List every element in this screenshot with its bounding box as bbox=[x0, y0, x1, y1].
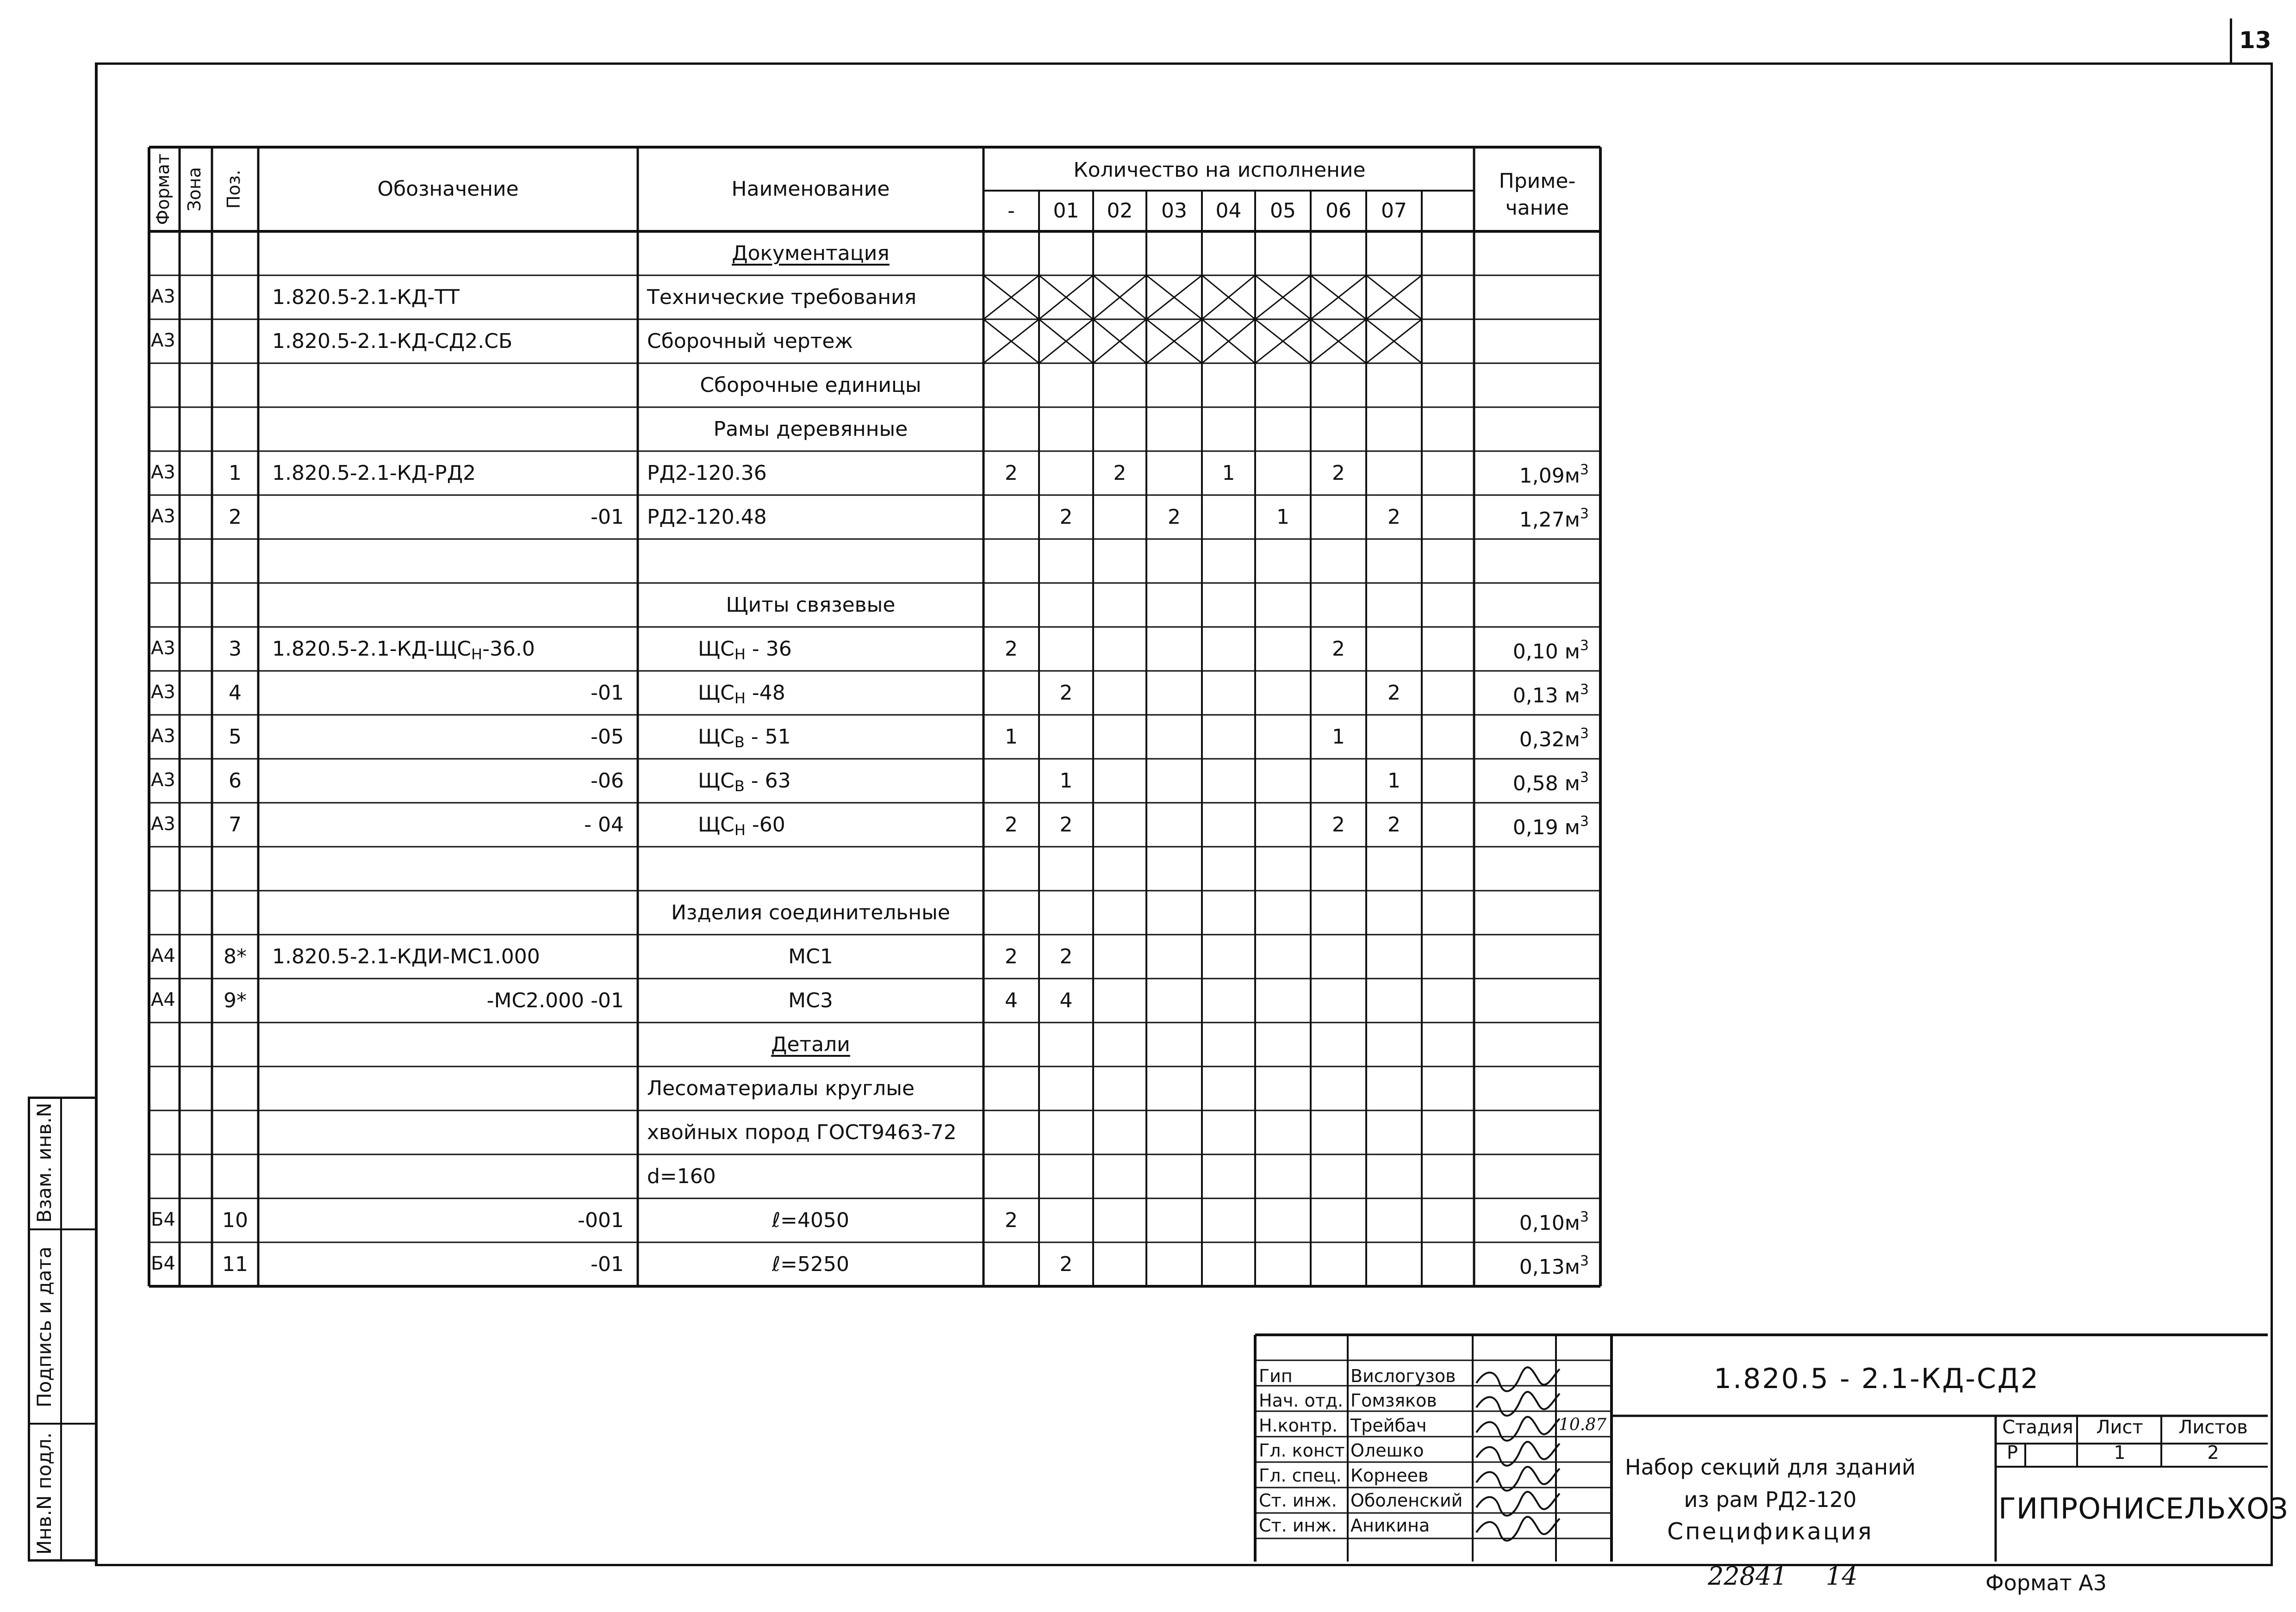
cell-note: 0,13 $м^3$ bbox=[1512, 682, 1589, 707]
cell-designation: -01 bbox=[591, 505, 624, 529]
title-person-name: Аникина bbox=[1350, 1515, 1430, 1536]
header-variant-2: 02 bbox=[1107, 199, 1133, 223]
cell-designation: 1.820.5-2.1-КД-ТТ bbox=[272, 285, 460, 309]
stage-label: Стадия bbox=[2002, 1417, 2073, 1438]
cell-name: $ЩС_Н$ -48 bbox=[698, 681, 785, 707]
archive-sheet: 14 bbox=[1826, 1562, 1858, 1591]
cell-qty-0: 2 bbox=[1005, 945, 1018, 968]
cell-name: $ЩС_В - 63$ bbox=[698, 769, 791, 795]
cell-qty-1: 2 bbox=[1059, 505, 1073, 529]
cell-designation: -МС2.000 -01 bbox=[486, 989, 624, 1012]
name-subscript: В bbox=[734, 777, 745, 795]
cell-name: ℓ=5250 bbox=[772, 1252, 850, 1276]
cell-qty-1: 2 bbox=[1059, 1252, 1073, 1276]
cell-pos: 8* bbox=[224, 945, 247, 968]
cell-name: РД2-120.48 bbox=[647, 505, 767, 529]
cell-note: $0,13м^3$ bbox=[1519, 1253, 1589, 1279]
cell-qty-6: 2 bbox=[1332, 461, 1345, 485]
cell-format: А3 bbox=[151, 330, 175, 351]
sheet-value: 1 bbox=[2114, 1442, 2126, 1463]
header-variant-4: 04 bbox=[1215, 199, 1242, 223]
header-variant-1: 01 bbox=[1053, 199, 1079, 223]
sheet-label: Лист bbox=[2096, 1417, 2143, 1438]
name-tail: - 51 bbox=[744, 725, 791, 749]
cell-format: А3 bbox=[151, 769, 175, 791]
cell-name: РД2-120.36 bbox=[647, 461, 767, 485]
cell-name: Документация bbox=[732, 242, 890, 265]
cell-designation: -01 bbox=[591, 681, 624, 705]
name-tail: - 63 bbox=[744, 769, 791, 793]
cell-qty-0: 2 bbox=[1005, 813, 1018, 837]
cell-note: $0,10м^3$ bbox=[1519, 1209, 1589, 1235]
note-superscript: 3 bbox=[1580, 813, 1589, 830]
cell-note: $1,09м^3$ bbox=[1519, 462, 1589, 488]
cell-name: МС1 bbox=[788, 945, 833, 968]
sheets-label: Листов bbox=[2178, 1417, 2248, 1438]
side-stamp-signature-date: Подпись и дата bbox=[33, 1246, 56, 1407]
note-superscript: 3 bbox=[1580, 1209, 1589, 1225]
sign-date: 10.87 bbox=[1559, 1415, 1607, 1434]
cell-name: Технические требования bbox=[647, 285, 917, 309]
cell-note: $1,27м^3$ bbox=[1519, 506, 1589, 532]
header-designation: Обозначение bbox=[377, 177, 519, 201]
cell-name: хвойных пород ГОСТ9463-72 bbox=[647, 1121, 957, 1144]
title-person-name: Вислогузов bbox=[1350, 1366, 1456, 1386]
signature-mark bbox=[1476, 1367, 1560, 1391]
cell-format: Б4 bbox=[151, 1209, 175, 1230]
cell-note: 0,19 $м^3$ bbox=[1512, 813, 1589, 839]
cell-note: $0,32м^3$ bbox=[1519, 725, 1589, 751]
cell-format: А3 bbox=[151, 638, 175, 659]
doc-code: 1.820.5 - 2.1-КД-СД2 bbox=[1714, 1363, 2040, 1395]
cell-qty-7: 1 bbox=[1388, 769, 1400, 793]
page-number: 13 bbox=[2239, 27, 2271, 54]
cell-pos: 1 bbox=[229, 461, 242, 485]
header-variant-5: 05 bbox=[1270, 199, 1296, 223]
note-superscript: 3 bbox=[1580, 725, 1589, 742]
archive-number: 22841 bbox=[1708, 1562, 1787, 1591]
cell-qty-0: 1 bbox=[1005, 725, 1018, 749]
cell-format: А3 bbox=[151, 682, 175, 703]
cell-qty-1: 2 bbox=[1059, 681, 1073, 705]
name-subscript: Н bbox=[734, 821, 746, 839]
header-pos: Поз. bbox=[224, 169, 244, 209]
signature-mark bbox=[1476, 1392, 1560, 1416]
name-tail: - 36 bbox=[745, 637, 792, 661]
cell-format: А3 bbox=[151, 462, 175, 483]
cell-name: Щиты связевые bbox=[726, 593, 896, 617]
cell-qty-1: 2 bbox=[1059, 813, 1073, 837]
cell-qty-3: 2 bbox=[1168, 505, 1181, 529]
name-subscript: В bbox=[734, 733, 745, 751]
cell-qty-0: 2 bbox=[1005, 1209, 1018, 1232]
cell-qty-2: 2 bbox=[1113, 461, 1126, 485]
title-person-name: Оболенский bbox=[1350, 1490, 1463, 1511]
cell-format: А4 bbox=[151, 945, 175, 967]
name-tail: -60 bbox=[745, 813, 785, 837]
cell-name: Сборочные единицы bbox=[700, 373, 921, 397]
cell-name: $ЩС_Н$ -60 bbox=[698, 813, 785, 839]
header-variant-7: 07 bbox=[1381, 199, 1407, 223]
cell-name: Рамы деревянные bbox=[713, 417, 908, 441]
designation-subscript: Н bbox=[471, 645, 483, 663]
cell-pos: 2 bbox=[229, 505, 242, 529]
cell-name: Изделия соединительные bbox=[671, 901, 950, 924]
note-superscript: 3 bbox=[1580, 769, 1589, 786]
cell-name: $ЩС_Н - 36$ bbox=[698, 637, 792, 663]
cell-format: А3 bbox=[151, 506, 175, 527]
cell-pos: 6 bbox=[229, 769, 242, 793]
cell-pos: 5 bbox=[229, 725, 242, 749]
cell-qty-4: 1 bbox=[1222, 461, 1235, 485]
cell-designation: 1.820.5-2.1-КДИ-МС1.000 bbox=[272, 945, 540, 968]
cell-qty-7: 2 bbox=[1388, 813, 1400, 837]
cell-format: А3 bbox=[151, 286, 175, 307]
title-role: Гл. конст. bbox=[1259, 1440, 1350, 1461]
header-variant-6: 06 bbox=[1325, 199, 1351, 223]
cell-qty-7: 2 bbox=[1388, 505, 1400, 529]
cell-qty-6: 2 bbox=[1332, 637, 1345, 661]
cell-name: d=160 bbox=[647, 1165, 716, 1188]
cell-pos: 3 bbox=[229, 637, 242, 661]
cell-qty-1: 2 bbox=[1059, 945, 1073, 968]
title-role: Нач. отд. bbox=[1259, 1390, 1344, 1411]
side-stamp-inv-no: Инв.N подл. bbox=[33, 1432, 56, 1555]
cell-qty-0: 2 bbox=[1005, 637, 1018, 661]
side-stamp-replacement-inv: Взам. инв.N bbox=[33, 1103, 56, 1223]
cell-pos: 9* bbox=[224, 989, 247, 1012]
note-superscript: 3 bbox=[1580, 682, 1589, 698]
stage-value: Р bbox=[2006, 1442, 2018, 1463]
header-zone: Зона bbox=[184, 167, 205, 211]
cell-designation: -01 bbox=[591, 1252, 624, 1276]
title-role: Н.контр. bbox=[1259, 1415, 1338, 1436]
cell-note: 0,58 $м^3$ bbox=[1512, 769, 1589, 795]
cell-format: Б4 bbox=[151, 1253, 175, 1274]
cell-name: Лесоматериалы круглые bbox=[647, 1077, 915, 1100]
cell-name: $ЩС_В - 51$ bbox=[698, 725, 791, 751]
cell-pos: 10 bbox=[222, 1209, 248, 1232]
note-superscript: 3 bbox=[1580, 462, 1589, 478]
cell-designation: -001 bbox=[578, 1209, 624, 1232]
signature-mark bbox=[1476, 1492, 1560, 1516]
cell-designation: $1.820.5-2.1-КД-ЩС_Н-36.0$ bbox=[272, 637, 535, 663]
cell-pos: 11 bbox=[222, 1252, 248, 1276]
header-note-2: чание bbox=[1505, 196, 1569, 220]
cell-name: ℓ=4050 bbox=[772, 1209, 850, 1232]
cell-designation: -06 bbox=[591, 769, 624, 793]
cell-qty-0: 4 bbox=[1005, 989, 1018, 1012]
title-role: Ст. инж. bbox=[1259, 1490, 1337, 1511]
designation-tail: -36.0 bbox=[482, 637, 535, 661]
cell-format: А3 bbox=[151, 813, 175, 835]
organization: ГИПРОНИСЕЛЬХОЗ bbox=[1998, 1492, 2289, 1525]
title-role: Гл. спец. bbox=[1259, 1465, 1342, 1486]
header-format: Формат bbox=[153, 153, 173, 225]
title-person-name: Корнеев bbox=[1350, 1465, 1429, 1486]
title-line-2: из рам РД2-120 bbox=[1684, 1487, 1857, 1512]
cell-name: МС3 bbox=[788, 989, 833, 1012]
title-role: Ст. инж. bbox=[1259, 1515, 1337, 1536]
header-note-1: Приме- bbox=[1499, 169, 1576, 193]
title-person-name: Гомзяков bbox=[1350, 1390, 1437, 1411]
cell-qty-5: 1 bbox=[1276, 505, 1289, 529]
name-subscript: Н bbox=[734, 645, 746, 663]
header-name: Наименование bbox=[731, 177, 890, 201]
name-subscript: Н bbox=[734, 689, 746, 707]
cell-designation: 1.820.5-2.1-КД-СД2.СБ bbox=[272, 329, 513, 353]
cell-format: А3 bbox=[151, 725, 175, 747]
cell-name: Детали bbox=[771, 1033, 850, 1056]
cell-format: А4 bbox=[151, 989, 175, 1011]
header-qty: Количество на исполнение bbox=[1073, 158, 1366, 182]
note-superscript: 3 bbox=[1580, 1253, 1589, 1269]
signature-mark bbox=[1476, 1517, 1560, 1541]
title-person-name: Олешко bbox=[1350, 1440, 1424, 1461]
cell-name: Сборочный чертеж bbox=[647, 329, 853, 353]
title-line-3: Спецификация bbox=[1667, 1518, 1873, 1545]
sheets-value: 2 bbox=[2207, 1442, 2219, 1463]
name-tail: -48 bbox=[745, 681, 785, 705]
note-superscript: 3 bbox=[1580, 506, 1589, 522]
cell-qty-6: 1 bbox=[1332, 725, 1345, 749]
cell-designation: -05 bbox=[591, 725, 624, 749]
note-superscript: 3 bbox=[1580, 638, 1589, 654]
cell-designation: 1.820.5-2.1-КД-РД2 bbox=[272, 461, 476, 485]
cell-qty-7: 2 bbox=[1388, 681, 1400, 705]
cell-qty-1: 1 bbox=[1059, 769, 1073, 793]
cell-designation: - 04 bbox=[584, 813, 624, 837]
title-person-name: Трейбач bbox=[1350, 1415, 1427, 1436]
header-variant-3: 03 bbox=[1161, 199, 1187, 223]
cell-pos: 4 bbox=[229, 681, 242, 705]
title-line-1: Набор секций для зданий bbox=[1624, 1455, 1916, 1480]
cell-qty-0: 2 bbox=[1005, 461, 1018, 485]
cell-note: 0,10 $м^3$ bbox=[1512, 638, 1589, 663]
cell-qty-1: 4 bbox=[1059, 989, 1073, 1012]
title-role: Гип bbox=[1259, 1366, 1293, 1386]
cell-pos: 7 bbox=[229, 813, 242, 837]
cell-qty-6: 2 bbox=[1332, 813, 1345, 837]
format-label: Формат А3 bbox=[1985, 1570, 2107, 1595]
header-variant-0: - bbox=[1008, 199, 1015, 223]
